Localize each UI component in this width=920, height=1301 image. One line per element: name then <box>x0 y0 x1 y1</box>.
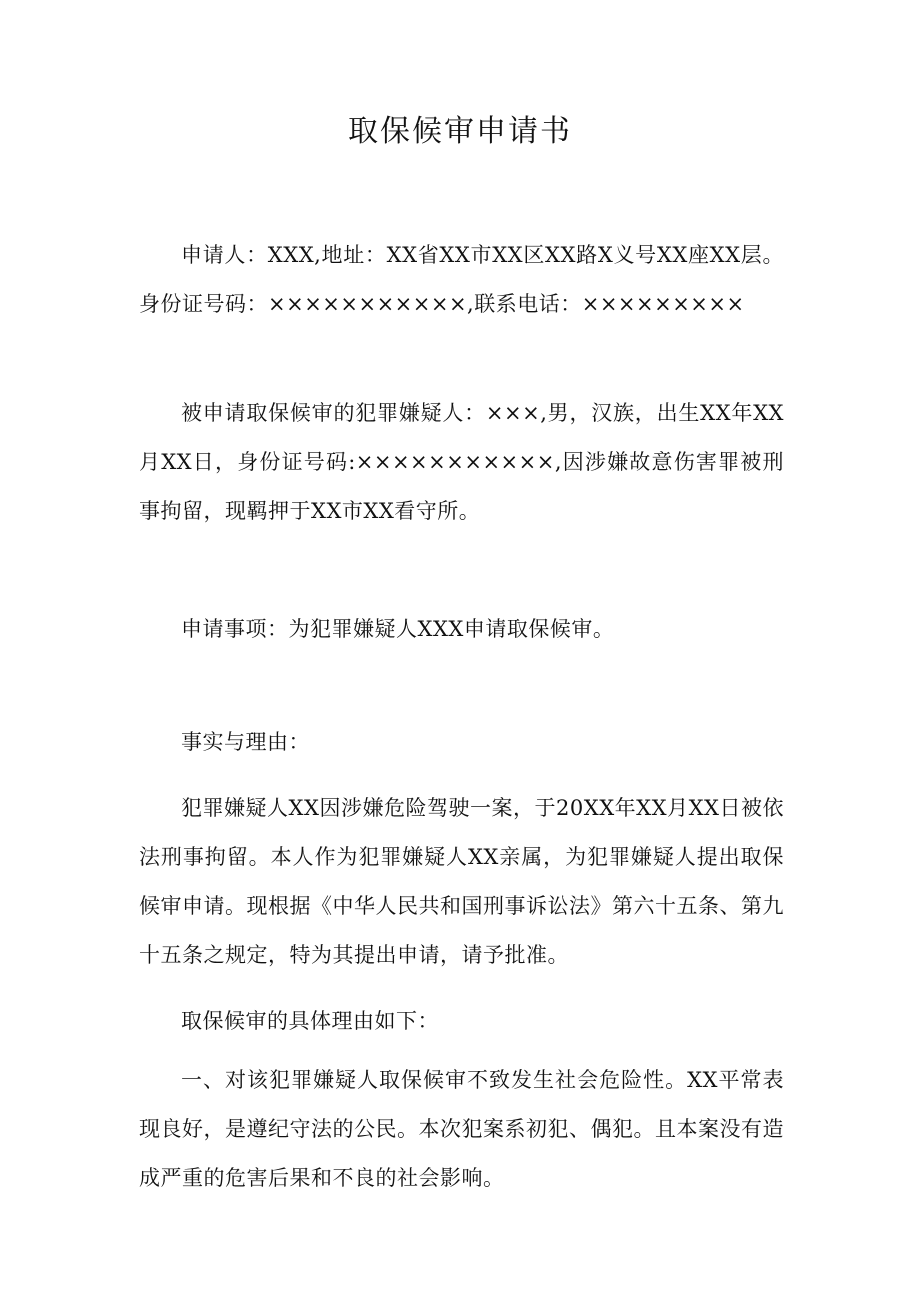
document-title: 取保候审申请书 <box>348 114 572 149</box>
matter-paragraph: 申请事项：为犯罪嫌疑人XXX申请取保候审。 <box>181 617 615 641</box>
facts-paragraph: 犯罪嫌疑人XX因涉嫌危险驾驶一案，于20XX年XX月XX日被依法刑事拘留。本人作为犯罪嫌疑人XX亲属，为犯罪嫌疑人提出取保候审申请。现根据《中华人民共和国刑事诉讼法》第六十五条、第九十五条之规定，特为其提出申请，请予批准。 <box>139 796 784 967</box>
facts-heading: 事实与理由： <box>181 730 310 754</box>
reasons-intro: 取保候审的具体理由如下： <box>181 1009 439 1033</box>
reason-1-paragraph: 一、对该犯罪嫌疑人取保候审不致发生社会危险性。XX平常表现良好，是遵纪守法的公民。本次犯案系初犯、偶犯。且本案没有造成严重的危害后果和不良的社会影响。 <box>139 1068 784 1190</box>
applicant-paragraph: 申请人：XXX,地址：XX省XX市XX区XX路X义号XX座XX层。身份证号码：×××××××××××,联系电话：××××××××× <box>139 243 784 316</box>
suspect-paragraph: 被申请取保候审的犯罪嫌疑人：×××,男，汉族，出生XX年XX月XX日，身份证号码:×××××××××××,因涉嫌故意伤害罪被刑事拘留，现羁押于XX市XX看守所。 <box>139 401 784 523</box>
